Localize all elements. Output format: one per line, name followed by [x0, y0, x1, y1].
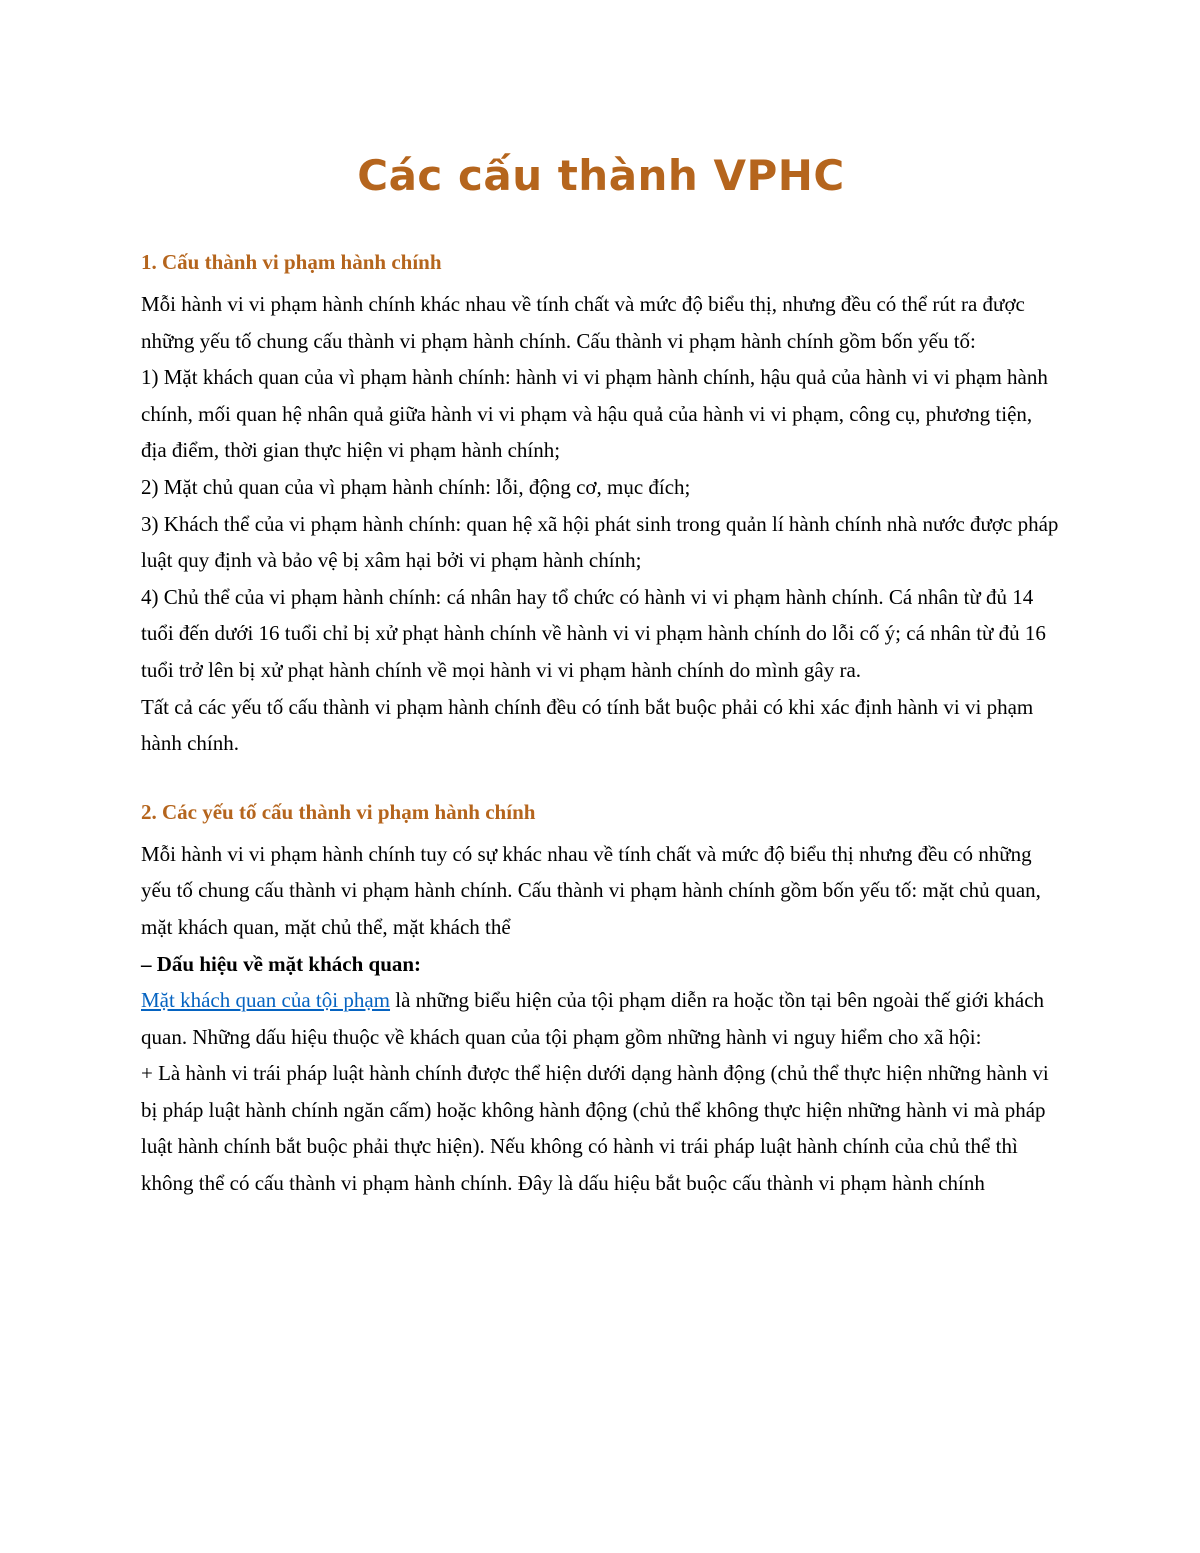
document-title: Các cấu thành VPHC [357, 151, 845, 200]
section-1-item-4: 4) Chủ thể của vi phạm hành chính: cá nhân hay tổ chức có hành vi vi phạm hành chính. Cá nhân từ đủ 14 tuổi đến dưới 16 tuổi chỉ bị xử phạt hành chính về hành vi vi phạm hành chính do lỗi cố ý; cá nhân từ đủ 16 tuổi trở lên bị xử phạt hành chính về mọi hành vi vi phạm hành chính do mình gây ra. [141, 584, 1046, 682]
section-2-link-paragraph-rest: là những biểu hiện của tội phạm diễn ra hoặc tồn tại bên ngoài thế giới khách quan. Những dấu hiệu thuộc về khách quan của tội phạm gồm những hành vi nguy hiểm cho xã hội: [141, 988, 1045, 1049]
section-spacer [141, 762, 1061, 794]
section-2-bullet: + Là hành vi trái pháp luật hành chính được thể hiện dưới dạng hành động (chủ thể thực hiện những hành vi bị pháp luật hành chính ngăn cấm) hoặc không hành động (chủ thể không thực hiện những hành vi mà pháp luật hành chính bắt buộc phải thực hiện). Nếu không có hành vi trái pháp luật hành chính của chủ thể thì không thể có cấu thành vi phạm hành chính. Đây là dấu hiệu bắt buộc cấu thành vi phạm hành chính [141, 1061, 1049, 1196]
section-2-subheading: – Dấu hiệu về mặt khách quan: [141, 951, 422, 976]
objective-aspect-link[interactable]: Mặt khách quan của tội phạm [141, 988, 391, 1013]
section-2-intro: Mỗi hành vi vi phạm hành chính tuy có sự khác nhau về tính chất và mức độ biểu thị nhưng đều có những yếu tố chung cấu thành vi phạm hành chính. Cấu thành vi phạm hành chính gồm bốn yếu tố: mặt chủ quan, mặt khách quan, mặt chủ thể, mặt khách thể [141, 841, 1041, 939]
section-2-link-paragraph [141, 982, 1061, 1055]
section-1-intro: Mỗi hành vi vi phạm hành chính khác nhau về tính chất và mức độ biểu thị, nhưng đều có thể rút ra được những yếu tố chung cấu thành vi phạm hành chính. Cấu thành vi phạm hành chính gồm bốn yếu tố: [141, 292, 1025, 353]
section-1-conclusion: Tất cả các yếu tố cấu thành vi phạm hành chính đều có tính bắt buộc phải có khi xác định hành vi vi phạm hành chính. [141, 694, 1034, 756]
section-1-item-1: 1) Mặt khách quan của vì phạm hành chính: hành vi vi phạm hành chính, hậu quả của hành vi vi phạm hành chính, mối quan hệ nhân quả giữa hành vi vi phạm và hậu quả của hành vi vi phạm, công cụ, phương tiện, địa điểm, thời gian thực hiện vi phạm hành chính; [141, 365, 1048, 463]
section-2-heading: 2. Các yếu tố cấu thành vi phạm hành chính [141, 799, 536, 824]
section-1-heading: 1. Cấu thành vi phạm hành chính [141, 250, 442, 274]
document-page [141, 148, 1061, 1202]
section-1-item-2: 2) Mặt chủ quan của vì phạm hành chính: lỗi, động cơ, mục đích; [141, 474, 691, 499]
section-1-item-3: 3) Khách thể của vi phạm hành chính: quan hệ xã hội phát sinh trong quản lí hành chính nhà nước được pháp luật quy định và bảo vệ bị xâm hại bởi vi phạm hành chính; [141, 511, 1059, 573]
